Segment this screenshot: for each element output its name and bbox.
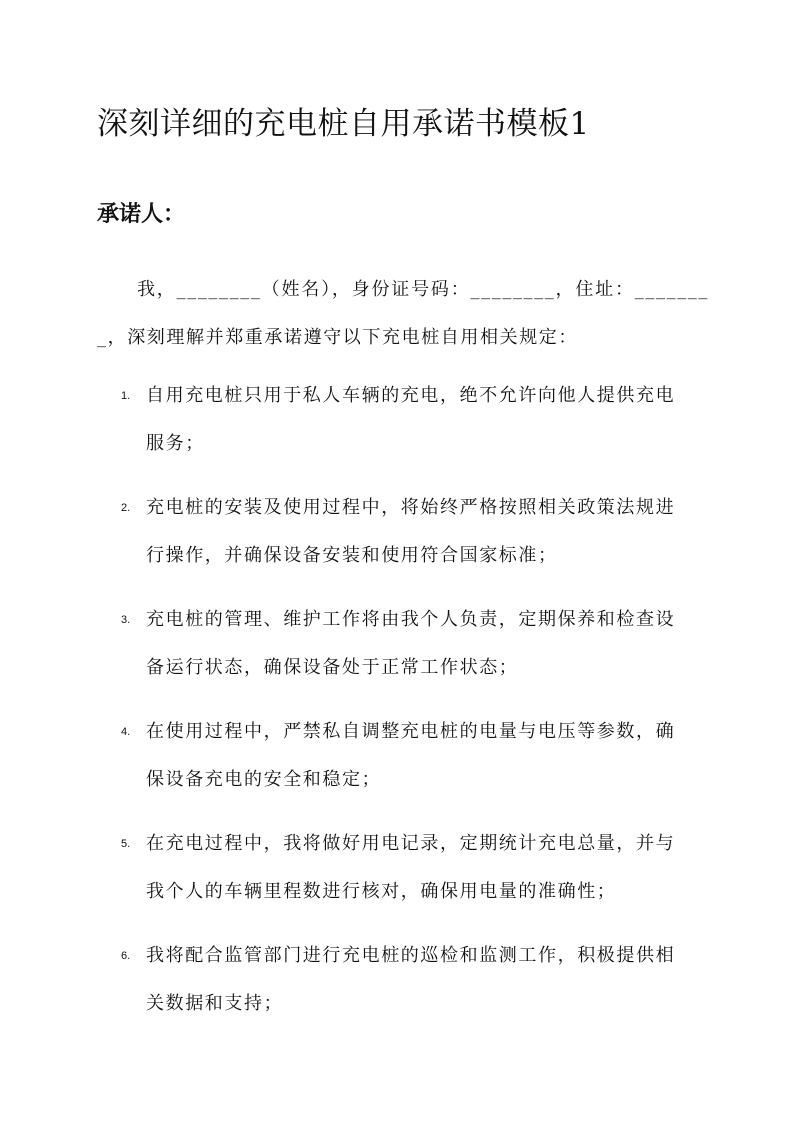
list-item-number: 1. [121, 390, 131, 402]
list-item [0, 708, 800, 816]
list-item-number: 5. [121, 838, 131, 850]
promisor-heading: 承诺人： [97, 201, 186, 227]
list-item [0, 932, 800, 1040]
list-item [0, 484, 800, 592]
list-item-text: 我将配合监管部门进行充电桩的巡检和监测工作，积极提供相关数据和支持； [146, 945, 676, 1014]
list-item-text: 在使用过程中，严禁私自调整充电桩的电量与电压等参数，确保设备充电的安全和稳定； [146, 721, 676, 790]
list-item-text: 在充电过程中，我将做好用电记录，定期统计充电总量，并与我个人的车辆里程数进行核对，确保用电量的准确性； [146, 833, 676, 902]
list-item-number: 4. [121, 726, 131, 738]
list-item [0, 372, 800, 480]
list-item [0, 596, 800, 704]
list-item-text: 充电桩的安装及使用过程中，将始终严格按照相关政策法规进行操作，并确保设备安装和使用符合国家标准； [146, 497, 676, 566]
list-item-number: 6. [121, 950, 131, 962]
list-item-text: 充电桩的管理、维护工作将由我个人负责，定期保养和检查设备运行状态，确保设备处于正常工作状态； [146, 609, 676, 678]
intro-paragraph: 我，________（姓名），身份证号码：________，住址：________，深刻理解并郑重承诺遵守以下充电桩自用相关规定： [97, 279, 709, 348]
document-title: 深刻详细的充电桩自用承诺书模板1 [97, 106, 590, 142]
list-item-number: 3. [121, 614, 131, 626]
list-item-number: 2. [121, 502, 131, 514]
list-item-text: 自用充电桩只用于私人车辆的充电，绝不允许向他人提供充电服务； [146, 385, 676, 454]
list-item [0, 820, 800, 928]
commitment-list [0, 372, 800, 1044]
